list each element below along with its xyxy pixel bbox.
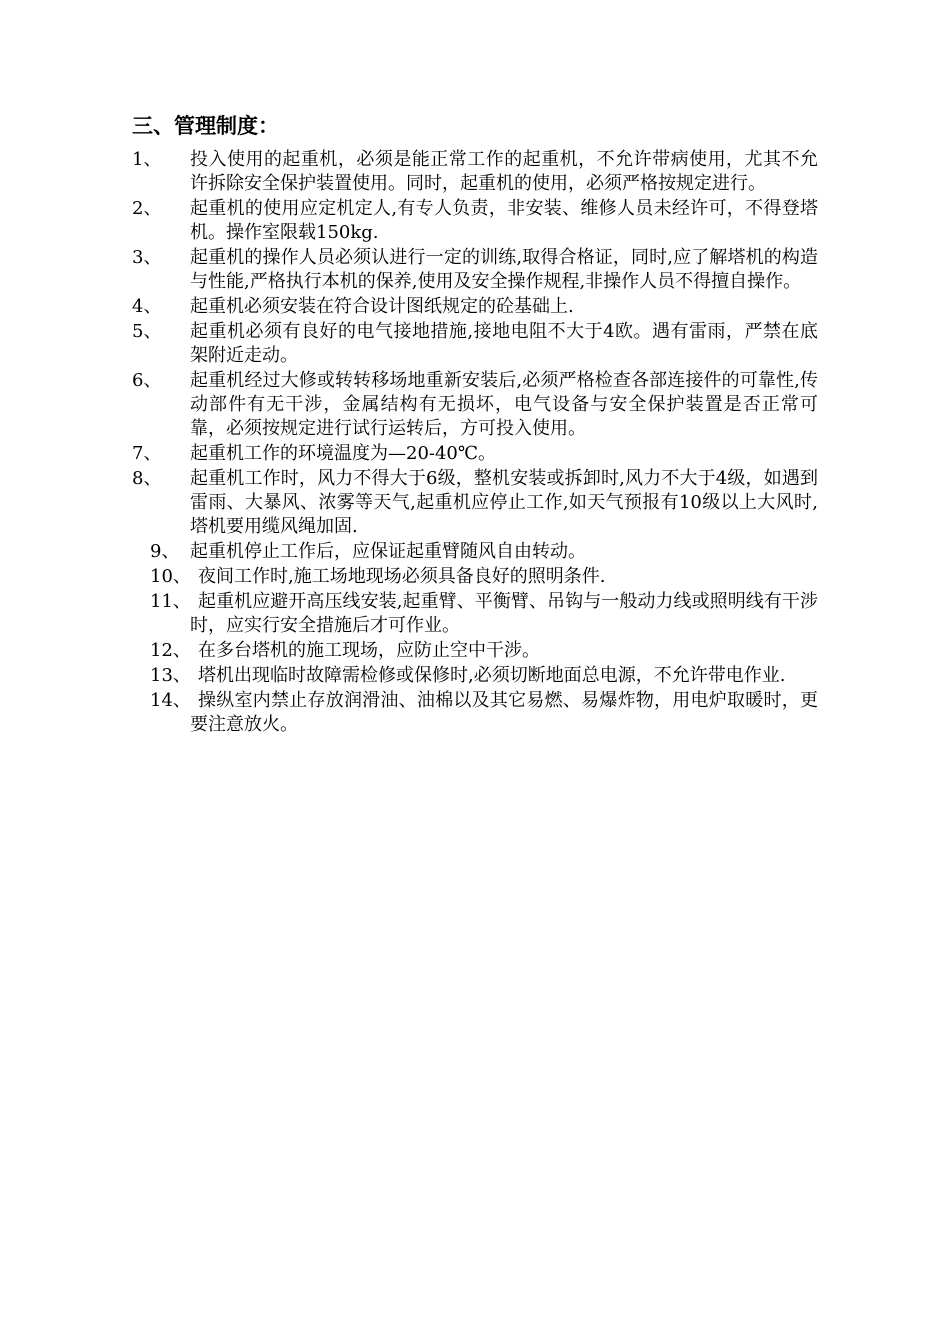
item-number: 14、	[150, 690, 191, 711]
list-item	[0, 295, 950, 319]
list-item	[0, 246, 950, 294]
item-text: 起重机必须安装在符合设计图纸规定的砼基础上.	[190, 296, 574, 317]
item-text: 起重机必须有良好的电气接地措施,接地电阻不大于4欧。遇有雷雨，严禁在底架附近走动。	[190, 321, 818, 366]
item-text: 起重机应避开高压线安装,起重臂、平衡臂、吊钩与一般动力线或照明线有干涉时，应实行安全措施后才可作业。	[190, 591, 818, 636]
item-text: 塔机出现临时故障需检修或保修时,必须切断地面总电源，不允许带电作业.	[198, 665, 786, 686]
item-number: 5、	[132, 321, 162, 342]
item-number: 9、	[150, 541, 180, 562]
section-heading: 三、管理制度：	[132, 114, 279, 138]
item-text: 起重机工作的环境温度为—20-40℃。	[190, 443, 497, 464]
list-item	[0, 197, 950, 245]
item-number: 11、	[150, 591, 191, 612]
item-number: 1、	[132, 149, 162, 170]
item-text: 起重机停止工作后，应保证起重臂随风自由转动。	[190, 541, 586, 562]
item-text: 操纵室内禁止存放润滑油、油棉以及其它易燃、易爆炸物，用电炉取暖时，更要注意放火。	[190, 690, 818, 735]
item-number: 12、	[150, 640, 191, 661]
item-text: 起重机经过大修或转转移场地重新安装后,必须严格检查各部连接件的可靠性,传动部件有无干涉，金属结构有无损坏，电气设备与安全保护装置是否正常可靠，必须按规定进行试行运转后，方可投入使用。	[190, 370, 818, 439]
item-text: 起重机的操作人员必须认进行一定的训练,取得合格证，同时,应了解塔机的构造与性能,严格执行本机的保养,使用及安全操作规程,非操作人员不得擅自操作。	[190, 247, 818, 292]
list-item	[0, 590, 950, 638]
list-item	[0, 467, 950, 539]
list-item	[0, 689, 950, 737]
item-number: 13、	[150, 665, 191, 686]
list-item	[0, 369, 950, 441]
item-number: 3、	[132, 247, 162, 268]
item-text: 起重机的使用应定机定人,有专人负责，非安装、维修人员未经许可，不得登塔机。操作室限载150kg.	[190, 198, 818, 243]
item-text: 夜间工作时,施工场地现场必须具备良好的照明条件.	[198, 566, 606, 587]
item-number: 4、	[132, 296, 162, 317]
item-number: 6、	[132, 370, 162, 391]
list-item	[0, 540, 950, 564]
item-text: 投入使用的起重机，必须是能正常工作的起重机，不允许带病使用，尤其不允许拆除安全保护装置使用。同时，起重机的使用，必须严格按规定进行。	[190, 149, 818, 194]
list-item	[0, 148, 950, 196]
list-item	[0, 639, 950, 663]
item-text: 在多台塔机的施工现场，应防止空中干涉。	[198, 640, 540, 661]
item-number: 2、	[132, 198, 162, 219]
regulation-list	[0, 148, 950, 738]
item-number: 10、	[150, 566, 191, 587]
list-item	[0, 442, 950, 466]
item-text: 起重机工作时，风力不得大于6级，整机安装或拆卸时,风力不大于4级，如遇到雷雨、大暴风、浓雾等天气,起重机应停止工作,如天气预报有10级以上大风时,塔机要用缆风绳加固.	[190, 468, 818, 537]
item-number: 8、	[132, 468, 162, 489]
list-item	[0, 565, 950, 589]
item-number: 7、	[132, 443, 162, 464]
list-item	[0, 320, 950, 368]
list-item	[0, 664, 950, 688]
